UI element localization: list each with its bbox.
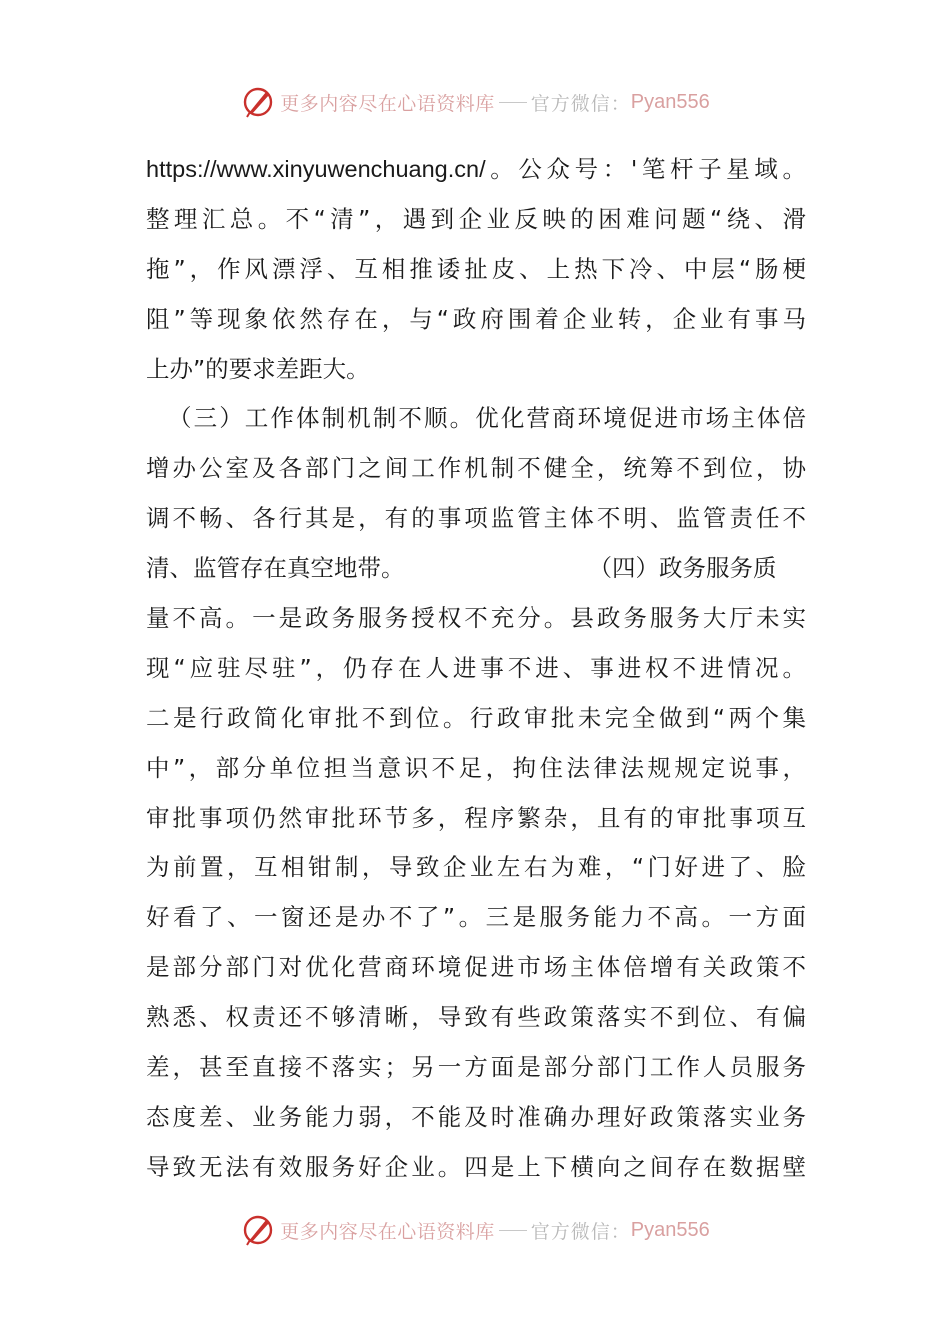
text-line: 调不畅、各行其是，有的事项监管主体不明、监管责任不	[146, 504, 806, 533]
text-line: 清、监管存在真空地带。 （四）政务服务质	[146, 554, 777, 583]
text-line: 中”，部分单位担当意识不足，拘住法律法规规定说事，	[146, 753, 806, 782]
text-line: 上办”的要求差距大。	[146, 354, 370, 383]
website-link[interactable]: https://www.xinyuwenchuang.cn/	[146, 156, 486, 182]
watermark-divider	[499, 1230, 527, 1231]
watermark-site-text: 更多内容尽在心语资料库	[280, 92, 495, 115]
watermark-label: 官方微信：	[530, 92, 631, 115]
quill-logo-icon	[240, 1212, 276, 1248]
text-line: 增办公室及各部门之间工作机制不健全，统筹不到位，协	[146, 454, 806, 483]
text-line: 为前置，互相钳制，导致企业左右为难，“门好进了、脸	[146, 853, 806, 882]
text-line: 熟悉、权责还不够清晰，导致有些政策落实不到位、有偏	[146, 1003, 806, 1032]
section-heading-four: （四）政务服务质	[588, 554, 777, 583]
watermark-header	[0, 82, 950, 122]
document-body	[146, 145, 806, 1193]
watermark-divider	[499, 102, 527, 103]
text-line: 好看了、一窗还是办不了”。三是服务能力不高。一方面	[146, 903, 806, 932]
watermark-wechat-id: Pyan556	[630, 1218, 710, 1241]
text-line: 量不高。一是政务服务授权不充分。县政务服务大厅未实	[146, 604, 806, 633]
text-line: 二是行政简化审批不到位。行政审批未完全做到“两个集	[146, 703, 806, 732]
text-line: 是部分部门对优化营商环境促进市场主体倍增有关政策不	[146, 953, 806, 982]
text-line: 导致无法有效服务好企业。四是上下横向之间存在数据壁	[146, 1152, 806, 1181]
watermark-footer	[0, 1210, 950, 1250]
text-line: （三）工作体制机制不顺。优化营商环境促进市场主体倍	[168, 404, 806, 433]
text-line: 现“应驻尽驻”，仍存在人进事不进、事进权不进情况。	[146, 653, 806, 682]
text-line: https://www.xinyuwenchuang.cn/。公众号：'笔杆子星域。	[146, 155, 806, 183]
watermark-wechat-id: Pyan556	[630, 90, 710, 113]
quill-logo-icon	[240, 84, 276, 120]
text-line: 差，甚至直接不落实；另一方面是部分部门工作人员服务	[146, 1053, 806, 1082]
text-line: 拖”，作风漂浮、互相推诿扯皮、上热下冷、中层“肠梗	[146, 254, 806, 283]
watermark-label: 官方微信：	[530, 1220, 631, 1243]
text-line: 阻”等现象依然存在，与“政府围着企业转，企业有事马	[146, 304, 806, 333]
watermark-site-text: 更多内容尽在心语资料库	[280, 1220, 495, 1243]
text-line: 整理汇总。不“清”，遇到企业反映的困难问题“绕、滑	[146, 204, 806, 233]
text-line: 审批事项仍然审批环节多，程序繁杂，且有的审批事项互	[146, 803, 806, 832]
text-line: 态度差、业务能力弱，不能及时准确办理好政策落实业务	[146, 1102, 806, 1131]
